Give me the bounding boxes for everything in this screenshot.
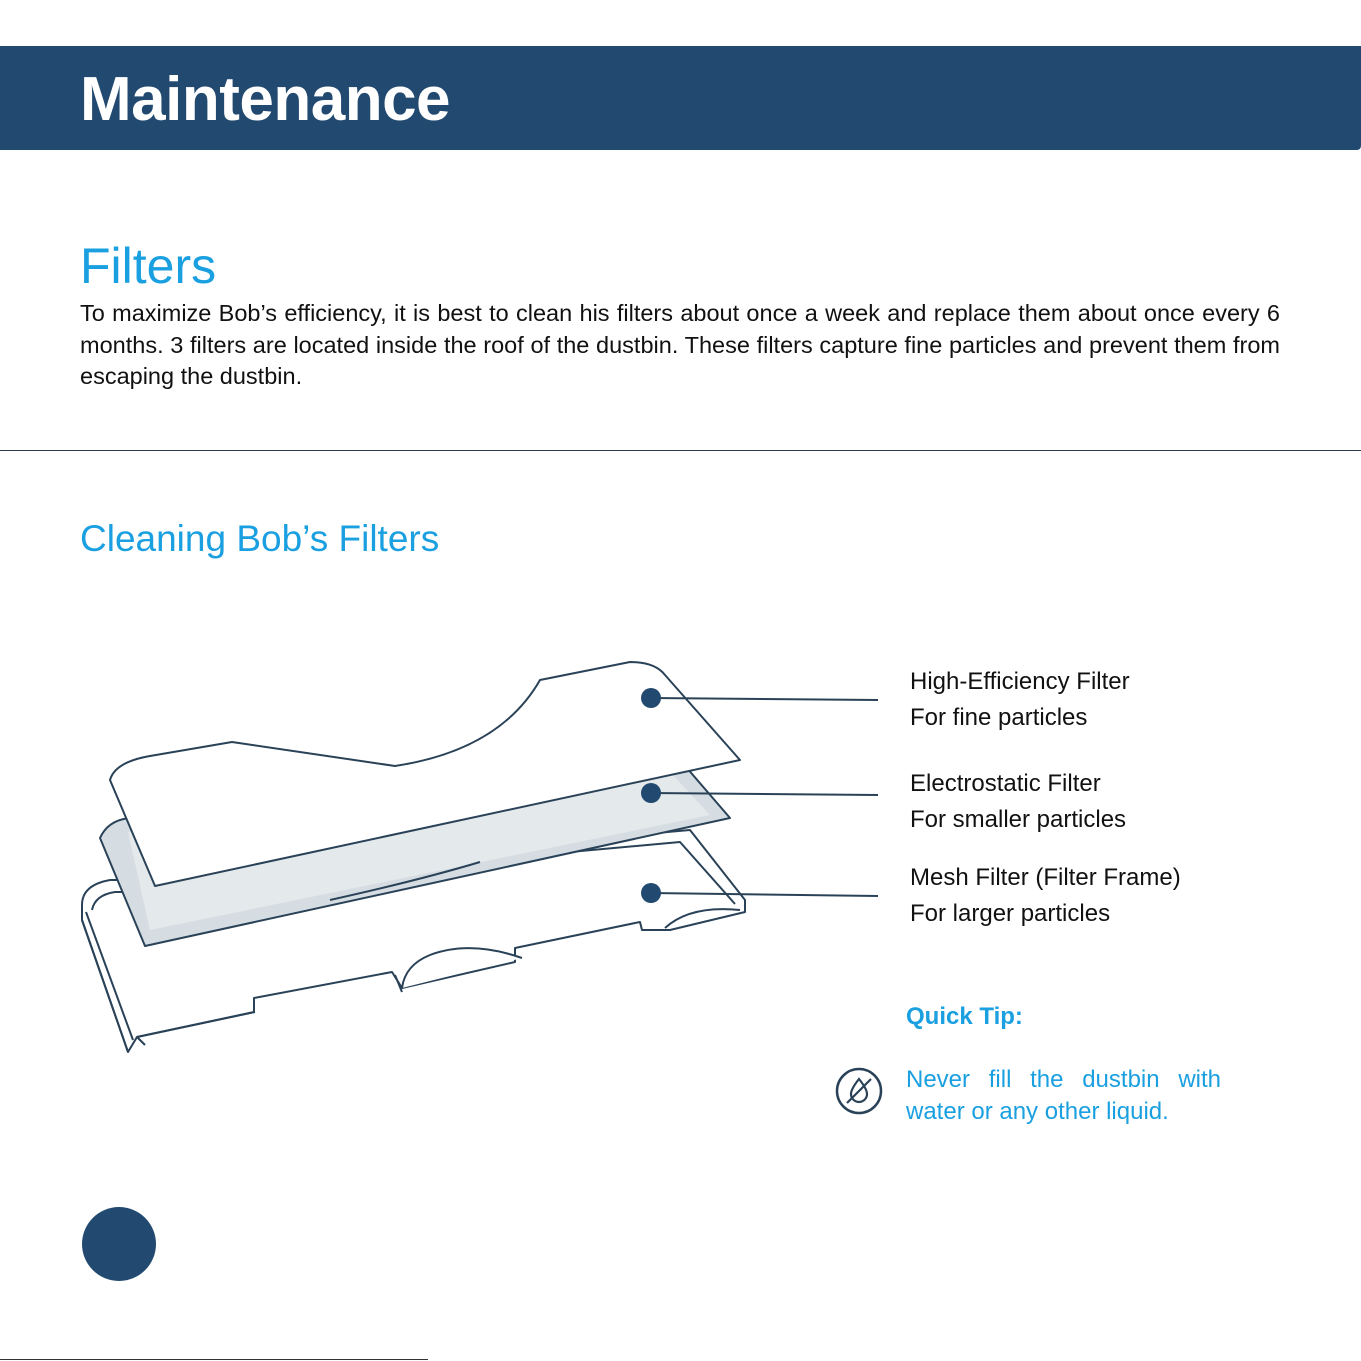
cleaning-filters-heading: Cleaning Bob’s Filters: [80, 518, 440, 559]
no-liquid-icon: [834, 1066, 884, 1116]
filter-name: Electrostatic Filter: [910, 770, 1101, 797]
page-title: Maintenance: [80, 65, 451, 134]
high-efficiency-callout: [910, 664, 1130, 736]
filter-name: High-Efficiency Filter: [910, 668, 1130, 695]
filter-exploded-diagram: [0, 600, 900, 1070]
section-divider: [0, 450, 1361, 451]
filter-description: For larger particles: [910, 900, 1111, 927]
mesh-callout: [910, 860, 1181, 932]
filter-description: For smaller particles: [910, 806, 1127, 833]
footer-rule: [0, 1359, 428, 1360]
page-number-dot: [82, 1207, 156, 1281]
quick-tip-text: Never fill the dustbin with water or any other liquid.: [906, 1066, 1221, 1125]
electrostatic-callout: [910, 766, 1126, 838]
filter-description: For fine particles: [910, 704, 1088, 731]
filters-intro-paragraph: To maximize Bob’s efficiency, it is best to clean his filters about once a week and replace them about once every 6 months. 3 filters are located inside the roof of the dustbin. These filters capture fine particles and prevent them from escaping the dustbin.: [80, 300, 1280, 389]
filters-heading: Filters: [80, 238, 217, 294]
quick-tip-title: Quick Tip:: [906, 1003, 1023, 1030]
filter-name: Mesh Filter (Filter Frame): [910, 864, 1181, 891]
